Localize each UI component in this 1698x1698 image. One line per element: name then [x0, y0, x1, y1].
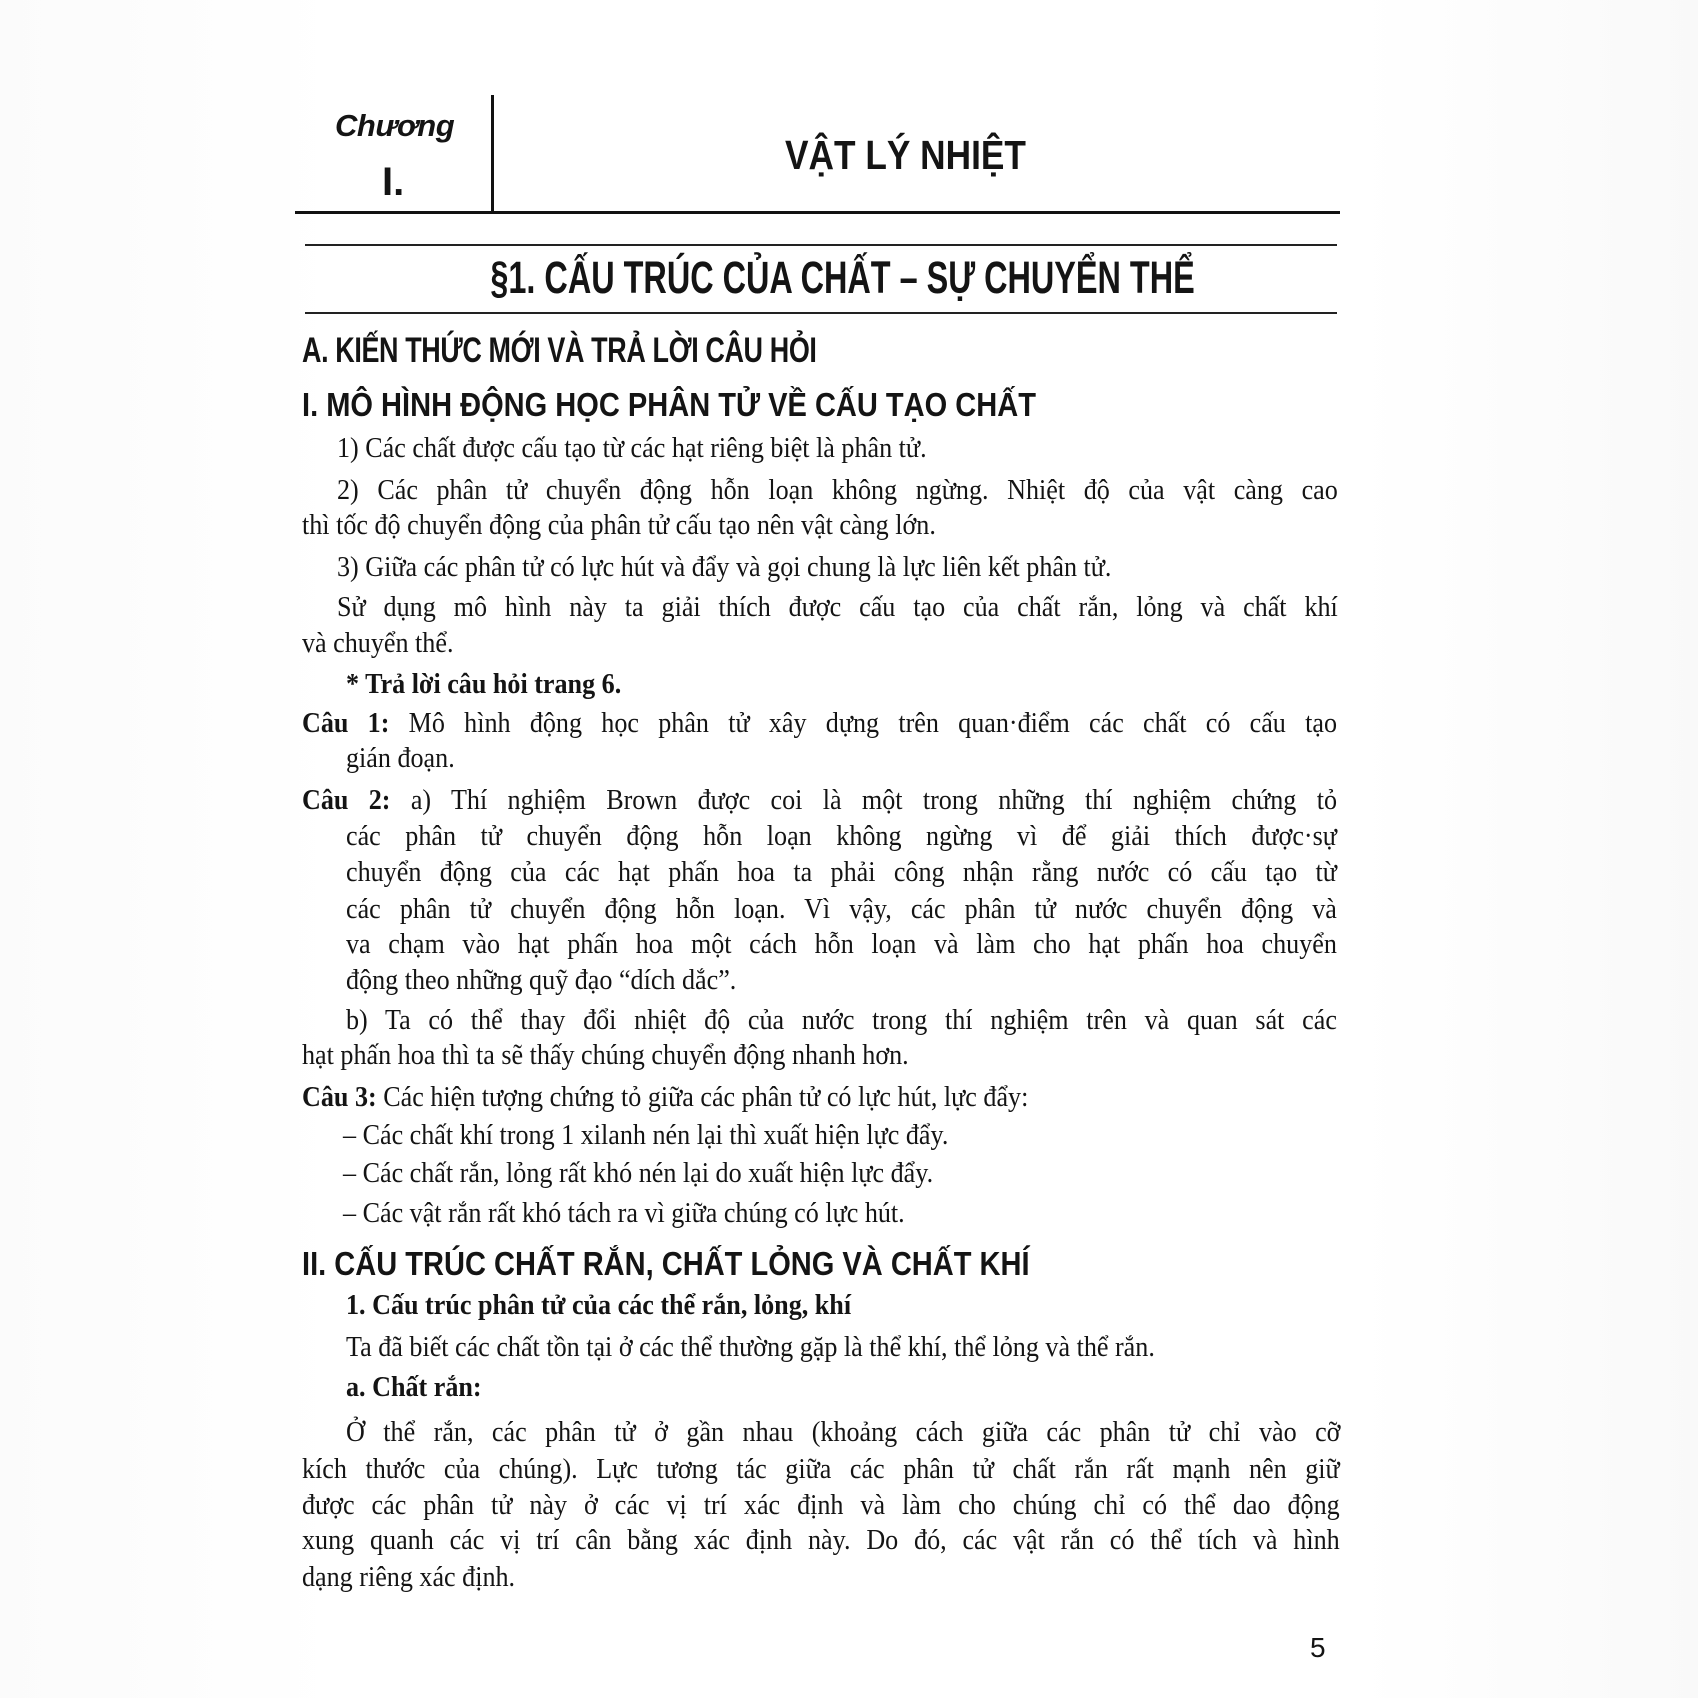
chapter-divider	[491, 95, 494, 213]
question-3-bullet: – Các chất rắn, lỏng rất khó nén lại do xuất hiện lực đẩy.	[343, 1157, 934, 1189]
subsection-1-intro: Ta đã biết các chất tồn tại ở các thể thường gặp là thể khí, thể lỏng và thể rắn.	[346, 1331, 1155, 1363]
solid-line: dạng riêng xác định.	[302, 1561, 516, 1593]
section-rule-top	[305, 244, 1337, 246]
solid-line: được các phân tử này ở các vị trí xác định và làm cho chúng chỉ có thể dao động	[302, 1489, 1340, 1521]
section-i-heading: I. MÔ HÌNH ĐỘNG HỌC PHÂN TỬ VỀ CẤU TẠO CHẤT	[302, 386, 1036, 423]
question-2-text: a) Thí nghiệm Brown được coi là một trong những thí nghiệm chứng tỏ	[390, 784, 1337, 816]
section-rule-bottom	[305, 312, 1337, 314]
solid-line: Ở thể rắn, các phân tử ở gần nhau (khoảng cách giữa các phân tử chỉ vào cỡ	[346, 1416, 1341, 1448]
answers-heading: * Trả lời câu hỏi trang 6.	[346, 668, 622, 700]
solid-line: xung quanh các vị trí cân bằng xác định này. Do đó, các vật rắn có thể tích và hình	[302, 1524, 1340, 1556]
question-2b-line-1: b) Ta có thể thay đổi nhiệt độ của nước trong thí nghiệm trên và quan sát các	[346, 1004, 1337, 1036]
section-ii-heading: II. CẤU TRÚC CHẤT RẮN, CHẤT LỎNG VÀ CHẤT KHÍ	[302, 1245, 1030, 1282]
paragraph-2-line-1: 2) Các phân tử chuyển động hỗn loạn không ngừng. Nhiệt độ của vật càng cao	[337, 474, 1338, 506]
paragraph-1: 1) Các chất được cấu tạo từ các hạt riêng biệt là phân tử.	[337, 432, 927, 464]
chapter-title: VẬT LÝ NHIỆT	[785, 132, 1026, 178]
question-2-line-5: va chạm vào hạt phấn hoa một cách hỗn loạn và làm cho hạt phấn hoa chuyển	[346, 928, 1337, 960]
question-1-line-2: gián đoạn.	[346, 742, 455, 774]
question-3-line	[302, 1080, 1028, 1114]
chapter-number: I.	[382, 160, 405, 204]
question-3-label: Câu 3:	[302, 1081, 377, 1113]
header-rule	[295, 211, 1340, 214]
question-1-text: Mô hình động học phân tử xây dựng trên quan·điểm các chất có cấu tạo	[389, 707, 1338, 739]
question-2-line-1	[302, 783, 1337, 817]
question-2b-line-2: hạt phấn hoa thì ta sẽ thấy chúng chuyển động nhanh hơn.	[302, 1039, 909, 1071]
question-2-line-6: động theo những quỹ đạo “dích dắc”.	[346, 964, 737, 996]
paragraph-3: 3) Giữa các phân tử có lực hút và đẩy và gọi chung là lực liên kết phân tử.	[337, 551, 1112, 583]
question-2-line-2: các phân tử chuyển động hỗn loạn không ngừng vì để giải thích được·sự	[346, 820, 1337, 852]
question-2-line-4: các phân tử chuyển động hỗn loạn. Vì vậy, các phân tử nước chuyển động và	[346, 893, 1337, 925]
part-a-heading: A. KIẾN THỨC MỚI VÀ TRẢ LỜI CÂU HỎI	[302, 331, 817, 370]
question-3-bullet: – Các chất khí trong 1 xilanh nén lại thì xuất hiện lực đẩy.	[343, 1119, 949, 1151]
question-1-label: Câu 1:	[302, 707, 390, 739]
subsection-1-heading: 1. Cấu trúc phân tử của các thể rắn, lỏng, khí	[346, 1289, 852, 1321]
paragraph-2-line-2: thì tốc độ chuyển động của phân tử cấu tạo nên vật càng lớn.	[302, 509, 936, 541]
paragraph-4-line-2: và chuyển thể.	[302, 627, 454, 659]
solid-heading: a. Chất rắn:	[346, 1371, 482, 1403]
question-2-label: Câu 2:	[302, 784, 391, 816]
question-3-text: Các hiện tượng chứng tỏ giữa các phân tử có lực hút, lực đẩy:	[376, 1081, 1029, 1113]
question-3-bullet: – Các vật rắn rất khó tách ra vì giữa chúng có lực hút.	[343, 1197, 905, 1229]
question-2-line-3: chuyển động của các hạt phấn hoa ta phải công nhận rằng nước có cấu tạo từ	[346, 856, 1337, 888]
paragraph-4-line-1: Sử dụng mô hình này ta giải thích được cấu tạo của chất rắn, lỏng và chất khí	[337, 591, 1338, 623]
question-1-line-1	[302, 706, 1337, 740]
section-title: §1. CẤU TRÚC CỦA CHẤT – SỰ CHUYỂN THỂ	[490, 252, 1195, 303]
page-number: 5	[1310, 1632, 1326, 1663]
chapter-label: Chương	[335, 108, 455, 143]
solid-line: kích thước của chúng). Lực tương tác giữa các phân tử chất rắn rất mạnh nên giữ	[302, 1453, 1340, 1485]
